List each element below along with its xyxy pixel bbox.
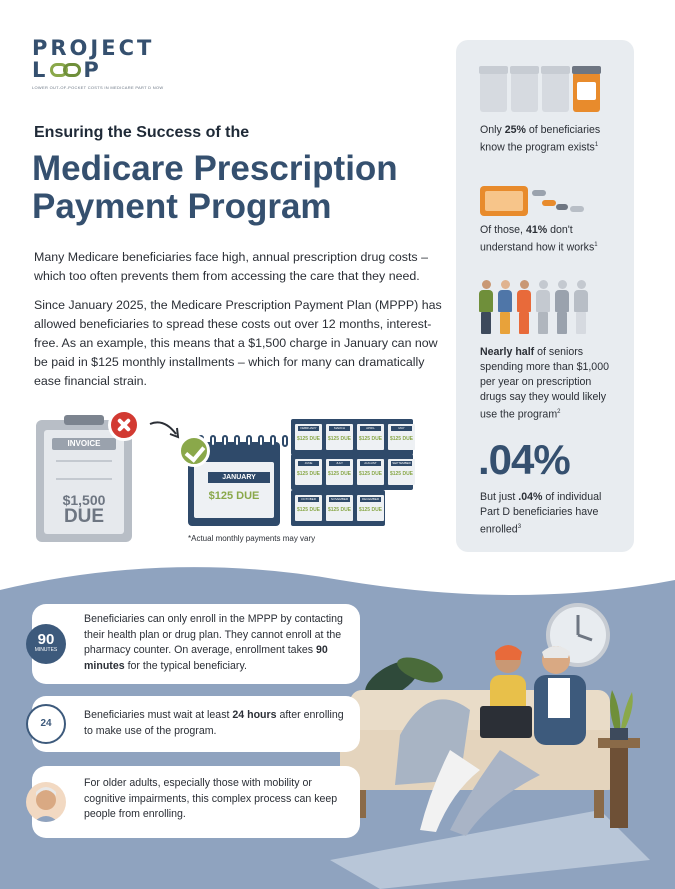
page-kicker: Ensuring the Success of the <box>34 124 250 141</box>
enrollment-time-card <box>32 604 360 684</box>
calendar-due: $125 DUE <box>208 490 260 502</box>
senior-figure-icon <box>554 280 570 334</box>
logo-letter-l: L <box>32 58 49 82</box>
monthly-calendars-row-1 <box>291 419 413 455</box>
mppp-paragraph: Since January 2025, the Medicare Prescription Payment Plan (MPPP) has allowed beneficiaries to spread these costs out over 12 months, interest-free. As an example, this means that a $1,500 charge in January can now be paid in $125 monthly installments – which for many can dramatically ease financial strain. <box>34 298 442 388</box>
older-adults-card <box>32 766 360 838</box>
mini-due: $125 DUE <box>389 471 414 477</box>
logo-word-project: PROJECT <box>32 36 155 60</box>
mini-calendar <box>326 459 353 485</box>
mini-calendar <box>357 495 384 521</box>
stats-panel <box>456 40 634 552</box>
twenty-four-hours-icon: 24 <box>26 704 66 744</box>
calendar-rings-icon <box>198 435 288 447</box>
enrollment-time-text: Beneficiaries can only enroll in the MPPP by contacting their health plan or drug plan. They cannot enroll at the pharmacy counter. On average, enrollment takes 90 minutes for the typical beneficiary. <box>84 613 343 672</box>
mini-month: MARCH <box>329 426 350 431</box>
calendar-month: JANUARY <box>208 472 270 483</box>
older-adults-text: For older adults, especially those with mobility or cognitive impairments, this complex process can keep people from enrolling. <box>84 777 338 820</box>
pill-bottles-icon <box>480 66 600 112</box>
waiting-period-text: Beneficiaries must wait at least 24 hours after enrolling to make use of the program. <box>84 709 344 737</box>
invoice-lines <box>56 460 112 480</box>
enrollment-big-number: .04% <box>478 436 570 483</box>
calendar-page <box>194 462 274 518</box>
senior-figure-icon <box>573 280 589 334</box>
mini-month: JUNE <box>298 461 319 466</box>
mini-due: $125 DUE <box>296 471 321 477</box>
senior-figure-icon <box>516 280 532 334</box>
green-check-icon <box>178 435 210 467</box>
intro-paragraph: Many Medicare beneficiaries face high, annual prescription drug costs – which too often prevents them from accessing the care that they need. <box>34 250 428 283</box>
mini-calendar <box>295 495 322 521</box>
senior-figure-icon <box>478 280 494 334</box>
logo-loops-icon <box>50 63 81 77</box>
mini-due: $125 DUE <box>389 436 414 442</box>
payment-footnote: *Actual monthly payments may vary <box>188 534 316 543</box>
mini-calendar <box>357 424 384 450</box>
invoice-label: INVOICE <box>52 438 116 450</box>
pill-bottle-highlight-icon <box>573 66 600 112</box>
mini-month: SEPTEMBER <box>392 461 411 465</box>
invoice-sheet <box>44 430 124 534</box>
curved-arrow-icon <box>148 418 184 442</box>
mini-due: $125 DUE <box>358 436 383 442</box>
pill-icon <box>556 204 568 210</box>
project-loop-logo <box>32 36 163 90</box>
mini-due: $125 DUE <box>327 507 352 513</box>
logo-letter-p: P <box>83 58 102 82</box>
stat-likely-use: Nearly half of seniors spending more than $1,000 per year on prescription drugs say they would likely use the program$^2$ <box>480 346 609 421</box>
mini-due: $125 DUE <box>358 507 383 513</box>
stat-awareness: Only 25% of beneficiaries know the program exists$^1$ <box>480 124 601 154</box>
mini-calendar <box>295 459 322 485</box>
mini-calendar <box>295 424 322 450</box>
page-title: Medicare Prescription Payment Program <box>32 149 398 226</box>
seniors-illustration <box>478 280 589 334</box>
mini-month: NOVEMBER <box>330 497 349 501</box>
stat-enrolled: But just .04% of individual Part D beneficiaries have enrolled$^3$ <box>480 491 602 536</box>
monthly-calendars-row-2 <box>291 454 413 490</box>
senior-figure-icon <box>497 280 513 334</box>
mini-calendar <box>388 459 415 485</box>
invoice-due: DUE <box>63 506 105 527</box>
mini-calendar <box>326 495 353 521</box>
clipboard-clip-icon <box>64 415 104 425</box>
mini-month: OCTOBER <box>298 497 319 502</box>
senior-face-icon <box>26 782 66 822</box>
logo-word-loop <box>32 58 163 82</box>
mini-month: APRIL <box>360 426 381 431</box>
red-x-icon <box>108 409 140 441</box>
waiting-period-card <box>32 696 360 752</box>
stat-understanding: Of those, 41% don't understand how it works$^1$ <box>480 224 598 254</box>
mini-due: $125 DUE <box>358 471 383 477</box>
pill-icon <box>532 190 546 196</box>
logo-tagline: LOWER OUT-OF-POCKET COSTS IN MEDICARE PART D NOW <box>32 85 164 90</box>
pill-icon <box>542 200 556 206</box>
mini-due: $125 DUE <box>327 436 352 442</box>
pill-bottle-icon <box>542 66 569 112</box>
pill-icon <box>570 206 584 212</box>
mini-calendar <box>357 459 384 485</box>
monthly-calendars-row-3 <box>291 490 385 526</box>
mini-due: $125 DUE <box>296 436 321 442</box>
ninety-minutes-icon: 90 MINUTES <box>26 624 66 664</box>
mini-month: MAY <box>391 426 412 431</box>
invoice-amount: $1,500 <box>62 492 106 508</box>
mini-month: FEBRUARY <box>298 426 319 431</box>
mini-calendar <box>388 424 415 450</box>
mini-month: JULY <box>329 461 350 466</box>
senior-figure-icon <box>535 280 551 334</box>
pill-organizer-icon <box>480 186 528 216</box>
mini-month: DECEMBER <box>361 497 379 501</box>
mini-month: AUGUST <box>360 461 381 466</box>
mini-due: $125 DUE <box>296 507 321 513</box>
pill-bottle-icon <box>480 66 507 112</box>
mini-calendar <box>326 424 353 450</box>
pill-bottle-icon <box>511 66 538 112</box>
mini-due: $125 DUE <box>327 471 352 477</box>
